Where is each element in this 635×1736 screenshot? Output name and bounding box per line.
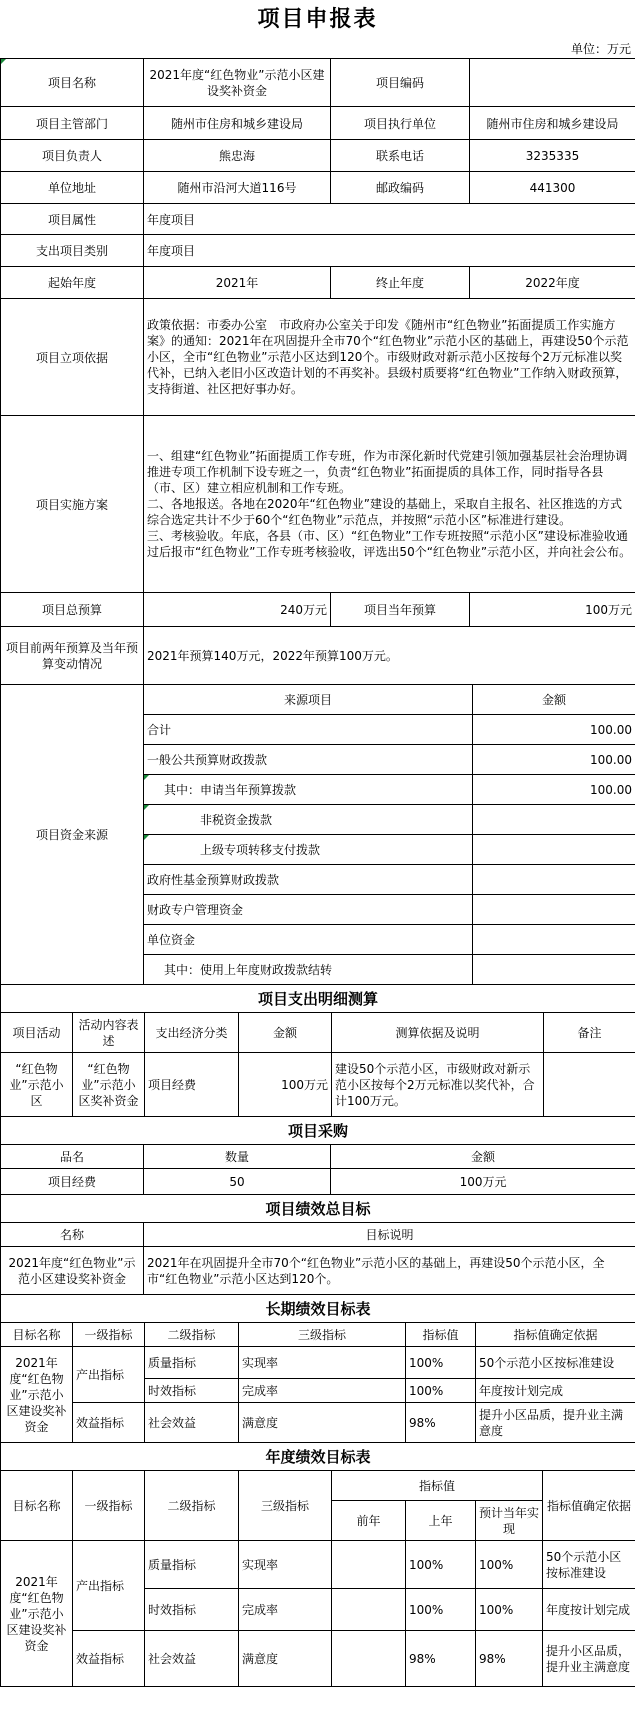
longterm-r1-basis: 50个示范小区按标准建设: [476, 1347, 635, 1379]
purchase-header-qty: 数量: [144, 1145, 331, 1169]
goal-table: [0, 1194, 635, 1295]
leader-label: 项目负责人: [1, 140, 144, 172]
funds-row-total-amount: 100.00: [473, 715, 635, 745]
start-year-value: 2021年: [144, 267, 331, 299]
longterm-r2-value: 100%: [406, 1379, 476, 1403]
funds-row-general: 一般公共预算财政拨款: [144, 745, 473, 775]
goal-heading: 项目绩效总目标: [1, 1195, 635, 1223]
zip-value: 441300: [470, 172, 635, 204]
detail-content: “红色物业”示范小区奖补资金: [73, 1053, 145, 1117]
dept-value: 随州市住房和城乡建设局: [144, 107, 331, 140]
end-year-label: 终止年度: [331, 267, 470, 299]
funds-row-special-account: 财政专户管理资金: [144, 895, 473, 925]
annual-r2-level3: 完成率: [239, 1589, 332, 1631]
leader-value: 熊忠海: [144, 140, 331, 172]
basic-info-table: [0, 58, 635, 685]
annual-header-basis: 指标值确定依据: [543, 1471, 635, 1541]
funds-row-current-year: 其中：申请当年预算拨款: [144, 775, 473, 805]
purchase-heading: 项目采购: [1, 1117, 635, 1145]
category-label: 支出项目类别: [1, 235, 144, 267]
purchase-table: [0, 1116, 635, 1195]
zip-label: 邮政编码: [331, 172, 470, 204]
funds-row-unit: 单位资金: [144, 925, 473, 955]
funds-row-total: 合计: [144, 715, 473, 745]
detail-table: [0, 984, 635, 1117]
funds-row-carryover: 其中：使用上年度财政拨款结转: [144, 955, 473, 985]
category-value: 年度项目: [144, 235, 635, 267]
attr-label: 项目属性: [1, 204, 144, 235]
annual-r3-prev2: [332, 1631, 406, 1687]
annual-r1-level3: 实现率: [239, 1541, 332, 1589]
exec-unit-value: 随州市住房和城乡建设局: [470, 107, 635, 140]
longterm-output: 产出指标: [73, 1347, 145, 1403]
longterm-r1-level3: 实现率: [239, 1347, 406, 1379]
funds-row-transfer-amount: [473, 835, 635, 865]
annual-r2-level2: 时效指标: [145, 1589, 239, 1631]
purchase-qty: 50: [144, 1169, 331, 1195]
longterm-header-level2: 二级指标: [145, 1323, 239, 1347]
annual-r3-level2: 社会效益: [145, 1631, 239, 1687]
annual-benefit: 效益指标: [73, 1631, 145, 1687]
funds-row-gov-fund-amount: [473, 865, 635, 895]
budget-change-value: 2021年预算140万元，2022年预算100万元。: [144, 627, 635, 685]
funds-row-general-amount: 100.00: [473, 745, 635, 775]
annual-r2-basis: 年度按计划完成: [543, 1589, 635, 1631]
funds-col-source: 来源项目: [144, 685, 473, 715]
annual-header-level1: 一级指标: [73, 1471, 145, 1541]
annual-r3-prev: 98%: [406, 1631, 476, 1687]
funds-label: 项目资金来源: [1, 685, 144, 985]
annual-r2-prev2: [332, 1589, 406, 1631]
annual-r2-prev: 100%: [406, 1589, 476, 1631]
annual-subheader-prev2: 前年: [332, 1501, 406, 1541]
longterm-r1-value: 100%: [406, 1347, 476, 1379]
annual-r1-basis: 50个示范小区按标准建设: [543, 1541, 635, 1589]
annual-subheader-expected: 预计当年实现: [476, 1501, 543, 1541]
longterm-benefit: 效益指标: [73, 1403, 145, 1443]
annual-header-value: 指标值: [332, 1471, 543, 1501]
longterm-target: 2021年度“红色物业”示范小区建设奖补资金: [1, 1347, 73, 1443]
dept-label: 项目主管部门: [1, 107, 144, 140]
longterm-r3-value: 98%: [406, 1403, 476, 1443]
longterm-r2-level2: 时效指标: [145, 1379, 239, 1403]
longterm-r1-level2: 质量指标: [145, 1347, 239, 1379]
detail-header-amount: 金额: [239, 1013, 332, 1053]
detail-header-content: 活动内容表述: [73, 1013, 145, 1053]
funds-row-special-account-amount: [473, 895, 635, 925]
detail-header-basis: 测算依据及说明: [332, 1013, 544, 1053]
annual-r3-expected: 98%: [476, 1631, 543, 1687]
page-title: 项目申报表: [257, 7, 378, 32]
longterm-table: [0, 1294, 635, 1443]
annual-r3-level3: 满意度: [239, 1631, 332, 1687]
purchase-item: 项目经费: [1, 1169, 144, 1195]
annual-r2-expected: 100%: [476, 1589, 543, 1631]
start-year-label: 起始年度: [1, 267, 144, 299]
annual-header-target: 目标名称: [1, 1471, 73, 1541]
annual-r3-basis: 提升小区品质，提升业主满意度: [543, 1631, 635, 1687]
longterm-header-value: 指标值: [406, 1323, 476, 1347]
project-name-label: 项目名称: [1, 59, 144, 107]
unit-label: 单位：万元: [570, 42, 631, 56]
address-value: 随州市沿河大道116号: [144, 172, 331, 204]
annual-table: [0, 1442, 635, 1687]
plan-label: 项目实施方案: [1, 416, 144, 593]
annual-header-level2: 二级指标: [145, 1471, 239, 1541]
longterm-header-level1: 一级指标: [73, 1323, 145, 1347]
total-budget-label: 项目总预算: [1, 593, 144, 627]
annual-heading: 年度绩效目标表: [1, 1443, 635, 1471]
detail-heading: 项目支出明细测算: [1, 985, 635, 1013]
attr-value: 年度项目: [144, 204, 635, 235]
purchase-amount: 100万元: [331, 1169, 635, 1195]
total-budget-value: 240万元: [144, 593, 331, 627]
annual-output: 产出指标: [73, 1541, 145, 1631]
basis-text: 政策依据：市委办公室 市政府办公室关于印发《随州市“红色物业”拓面提质工作实施方案》的通知：2021年在巩固提升全市70个“红色物业”示范小区的基础上，再建设50个示范小区，全市“红色物业”示范小区达到120个。市级财政对新示范小区按每个2万元标准以奖代补，已纳入老旧小区改造计划的不再奖补。县级村质要将“红色物业”工作纳入财政预算，支持街道、社区把好事办好。: [144, 299, 635, 416]
annual-r1-level2: 质量指标: [145, 1541, 239, 1589]
exec-unit-label: 项目执行单位: [331, 107, 470, 140]
goal-name: 2021年度“红色物业”示范小区建设奖补资金: [1, 1247, 144, 1295]
longterm-heading: 长期绩效目标表: [1, 1295, 635, 1323]
detail-header-remark: 备注: [544, 1013, 635, 1053]
annual-r1-expected: 100%: [476, 1541, 543, 1589]
end-year-value: 2022年度: [470, 267, 635, 299]
funds-row-transfer: 上级专项转移支付拨款: [144, 835, 473, 865]
goal-header-desc: 目标说明: [144, 1223, 635, 1247]
detail-header-activity: 项目活动: [1, 1013, 73, 1053]
address-label: 单位地址: [1, 172, 144, 204]
longterm-header-level3: 三级指标: [239, 1323, 406, 1347]
annual-subheader-prev: 上年: [406, 1501, 476, 1541]
longterm-r2-basis: 年度按计划完成: [476, 1379, 635, 1403]
annual-target: 2021年度“红色物业”示范小区建设奖补资金: [1, 1541, 73, 1687]
annual-header-level3: 三级指标: [239, 1471, 332, 1541]
phone-value: 3235335: [470, 140, 635, 172]
project-code-value: [470, 59, 635, 107]
longterm-r2-level3: 完成率: [239, 1379, 406, 1403]
plan-text: 一、组建“红色物业”拓面提质工作专班，作为市深化新时代党建引领加强基层社会治理协调推进专项工作机制下设专班之一，负责“红色物业”拓面提质的具体工作，同时指导各县（市、区）建立相应机制和工作专班。 二、各地报送。各地在2020年“红色物业”建设的基础上，采取自主报名、社区推选的方式综合选定共计不少于60个“红色物业”示范点，并按照“示范小区”标准进行建设。 三、考核验收。年底，各县（市、区）“红色物业”工作专班按照“示范小区”建设标准验收通过后报市“红色物业”工作专班考核验收，评选出50个“红色物业”示范小区，并向社会公布。: [144, 416, 635, 593]
detail-basis: 建设50个示范小区，市级财政对新示范小区按每个2万元标准以奖代补，合计100万元。: [332, 1053, 544, 1117]
current-budget-label: 项目当年预算: [331, 593, 470, 627]
annual-r1-prev: 100%: [406, 1541, 476, 1589]
longterm-r3-level3: 满意度: [239, 1403, 406, 1443]
basis-label: 项目立项依据: [1, 299, 144, 416]
goal-header-name: 名称: [1, 1223, 144, 1247]
funds-table: [0, 684, 635, 985]
funds-row-gov-fund: 政府性基金预算财政拨款: [144, 865, 473, 895]
funds-row-unit-amount: [473, 925, 635, 955]
detail-amount: 100万元: [239, 1053, 332, 1117]
purchase-header-item: 品名: [1, 1145, 144, 1169]
funds-row-nontax: 非税资金拨款: [144, 805, 473, 835]
longterm-r3-level2: 社会效益: [145, 1403, 239, 1443]
goal-desc: 2021年在巩固提升全市70个“红色物业”示范小区的基础上，再建设50个示范小区，全市“红色物业”示范小区达到120个。: [144, 1247, 635, 1295]
funds-row-carryover-amount: [473, 955, 635, 985]
detail-remark: [544, 1053, 635, 1117]
detail-header-econ: 支出经济分类: [145, 1013, 239, 1053]
budget-change-label: 项目前两年预算及当年预算变动情况: [1, 627, 144, 685]
funds-row-nontax-amount: [473, 805, 635, 835]
detail-econ: 项目经费: [145, 1053, 239, 1117]
funds-col-amount: 金额: [473, 685, 635, 715]
longterm-header-basis: 指标值确定依据: [476, 1323, 635, 1347]
longterm-r3-basis: 提升小区品质，提升业主满意度: [476, 1403, 635, 1443]
current-budget-value: 100万元: [470, 593, 635, 627]
project-code-label: 项目编码: [331, 59, 470, 107]
longterm-header-target: 目标名称: [1, 1323, 73, 1347]
annual-r1-prev2: [332, 1541, 406, 1589]
detail-activity: “红色物业”示范小区: [1, 1053, 73, 1117]
project-name-value: 2021年度“红色物业”示范小区建设奖补资金: [144, 59, 331, 107]
funds-row-current-year-amount: 100.00: [473, 775, 635, 805]
phone-label: 联系电话: [331, 140, 470, 172]
purchase-header-amount: 金额: [331, 1145, 635, 1169]
